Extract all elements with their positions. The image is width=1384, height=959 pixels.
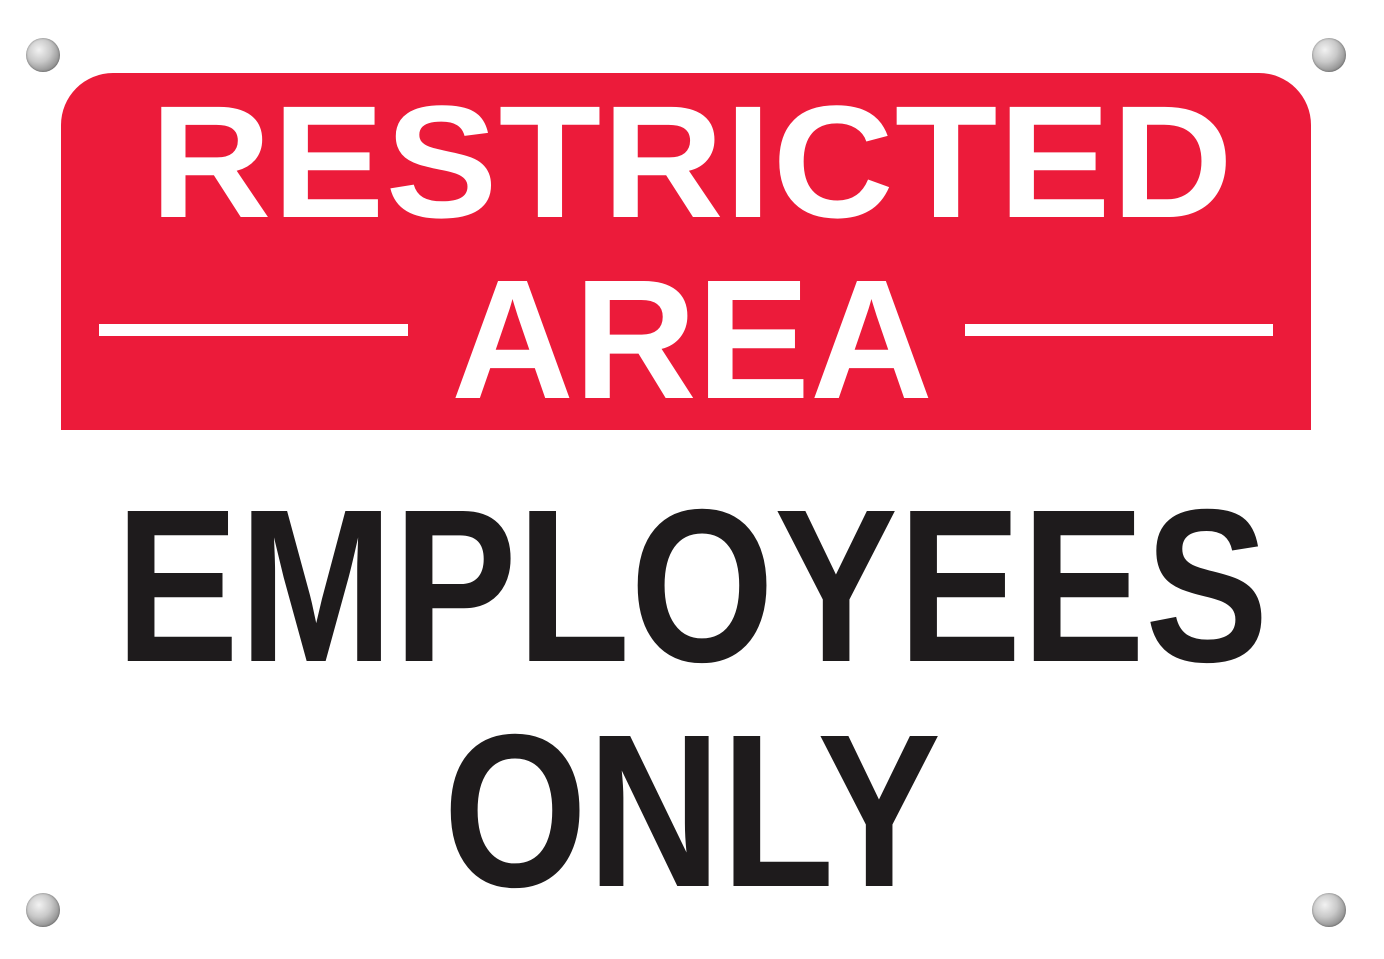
mounting-hole-icon (1312, 38, 1346, 72)
sign-header-subtitle: AREA (451, 245, 933, 435)
sign-body-line-2: ONLY (443, 690, 941, 933)
sign-body-line-1: EMPLOYEES (115, 465, 1269, 708)
mounting-hole-icon (26, 893, 60, 927)
mounting-hole-icon (1312, 893, 1346, 927)
mounting-hole-icon (26, 38, 60, 72)
sign-header-title: RESTRICTED (150, 72, 1234, 251)
